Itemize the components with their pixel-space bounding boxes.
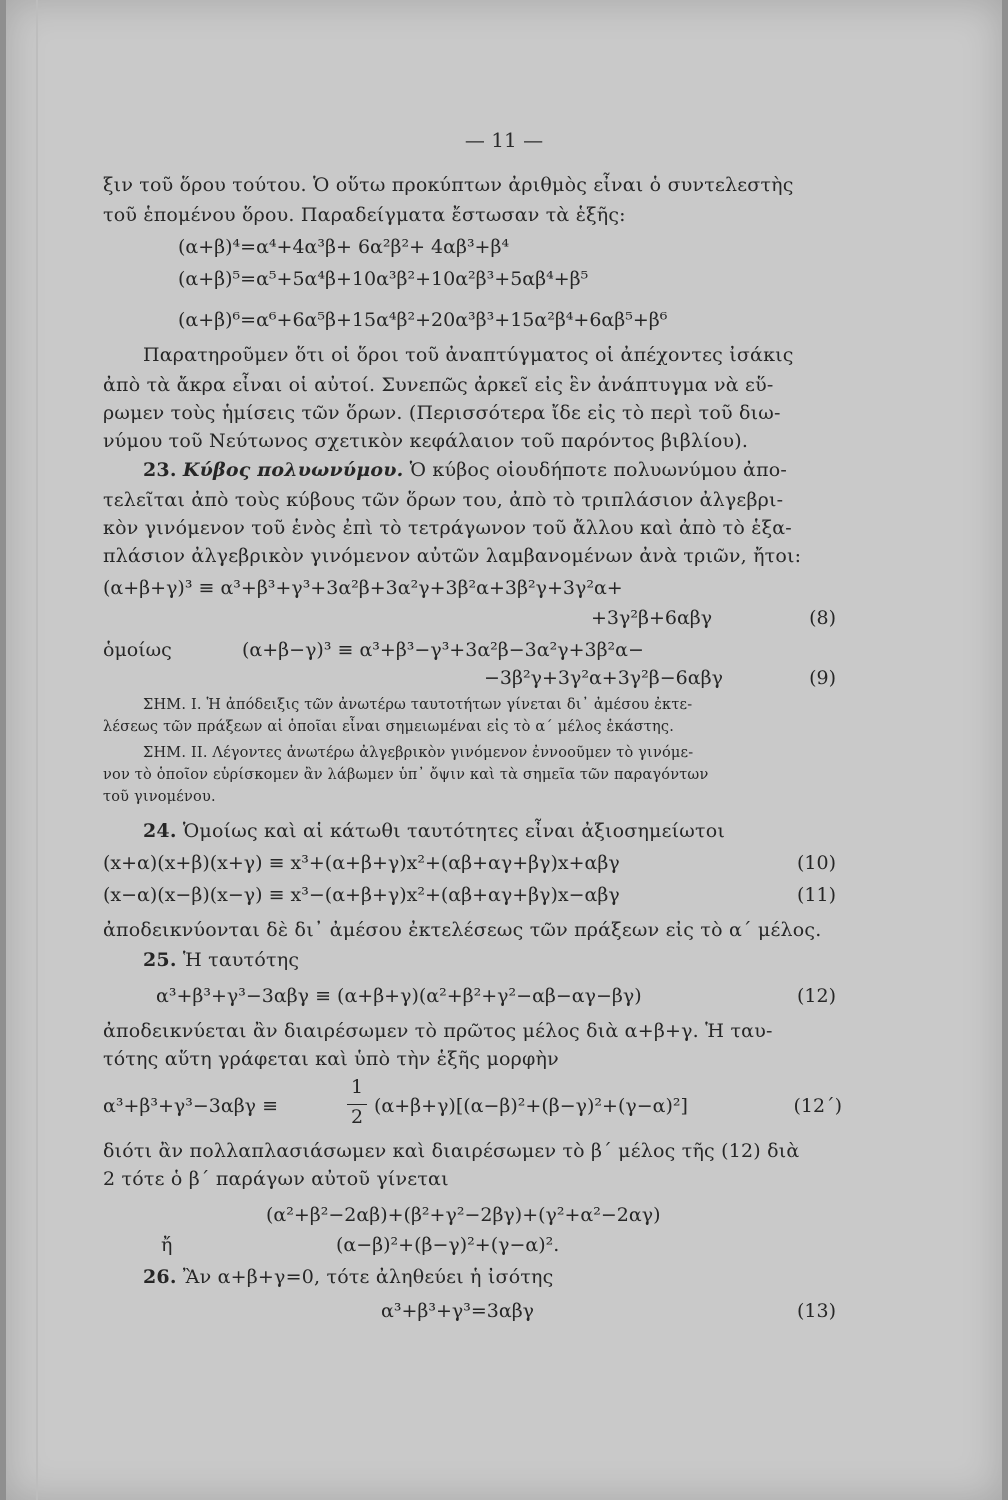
section-24-heading bbox=[143, 816, 889, 846]
equation: (α+β−γ)³ ≡ α³+β³−γ³+3α²β−3α²γ+3β²α− bbox=[242, 639, 644, 661]
equation-label: (9) bbox=[809, 667, 836, 689]
text-line: διότι ἂν πολλαπλασιάσωμεν καὶ διαιρέσωμεν τὸ β΄ μέλος τῆς (12) διὰ bbox=[103, 1140, 800, 1162]
section-text: Ἡ ταυτότης bbox=[176, 949, 300, 971]
text-line: κὸν γινόμενον τοῦ ἑνὸς ἐπὶ τὸ τετράγωνον τοῦ ἄλλου καὶ ἀπὸ τὸ ἑξα- bbox=[103, 517, 792, 539]
text-line: ἀπὸ τὰ ἄκρα εἶναι οἱ αὐτοί. Συνεπῶς ἀρκεῖ εἰς ἓν ἀνάπτυγμα νὰ εὕ- bbox=[103, 374, 774, 396]
equation-label: (12΄) bbox=[793, 1095, 842, 1117]
equation: (x+α)(x+β)(x+γ) ≡ x³+(α+β+γ)x²+(αβ+αγ+βγ)x+αβγ bbox=[103, 852, 620, 874]
section-23-heading bbox=[143, 455, 889, 485]
section-number: 26. bbox=[143, 1266, 177, 1288]
section-text: Ὁμοίως καὶ αἱ κάτωθι ταυτότητες εἶναι ἀξιοσημείωτοι bbox=[176, 820, 725, 842]
text-line: Παρατηροῦμεν ὅτι οἱ ὅροι τοῦ ἀναπτύγματος οἱ ἀπέχοντες ἰσάκις bbox=[143, 344, 794, 366]
equation-label: (13) bbox=[796, 1300, 836, 1322]
page-fold bbox=[36, 0, 38, 1500]
equation: −3β²γ+3γ²α+3γ²β−6αβγ bbox=[484, 667, 723, 689]
note-line: ΣΗΜ. I. Ἡ ἀπόδειξις τῶν ἀνωτέρω ταυτοτήτων γίνεται δι᾽ ἀμέσου ἐκτε- bbox=[143, 697, 693, 713]
note-line: τοῦ γινομένου. bbox=[103, 789, 216, 805]
equation: (x−α)(x−β)(x−γ) ≡ x³−(α+β+γ)x²+(αβ+αγ+βγ)x−αβγ bbox=[103, 884, 620, 906]
text-line: τοῦ ἑπομένου ὅρου. Παραδείγματα ἔστωσαν τὰ ἑξῆς: bbox=[103, 204, 626, 226]
equation: (α+β+γ)³ ≡ α³+β³+γ³+3α²β+3α²γ+3β²α+3β²γ+3γ²α+ bbox=[103, 577, 623, 599]
text-line: ρωμεν τοὺς ἡμίσεις τῶν ὅρων. (Περισσότερα ἴδε εἰς τὸ περὶ τοῦ διω- bbox=[103, 402, 781, 424]
note-line: ΣΗΜ. II. Λέγοντες ἀνωτέρω ἀλγεβρικὸν γινόμενον ἐννοοῦμεν τὸ γινόμε- bbox=[143, 745, 694, 761]
section-number: 25. bbox=[143, 949, 177, 971]
note-line: λέσεως τῶν πράξεων αἱ ὁποῖαι εἶναι σημειωμέναι εἰς τὸ α΄ μέλος ἑκάστης. bbox=[103, 719, 675, 735]
book-page bbox=[6, 0, 1002, 1500]
section-number: 23. bbox=[143, 459, 177, 481]
section-25-heading bbox=[143, 945, 889, 975]
section-26-heading bbox=[143, 1262, 889, 1292]
equation: (α+β)⁶=α⁶+6α⁵β+15α⁴β²+20α³β³+15α²β⁴+6αβ⁵+β⁶ bbox=[178, 309, 668, 331]
equation-label: (12) bbox=[796, 985, 836, 1007]
note-line: νον τὸ ὁποῖον εὑρίσκομεν ἂν λάβωμεν ὑπ᾽ ὄψιν καὶ τὰ σημεῖα τῶν παραγόντων bbox=[103, 767, 709, 783]
fraction-numerator: 1 bbox=[350, 1076, 364, 1098]
text-line: ξιν τοῦ ὅρου τούτου. Ὁ οὕτω προκύπτων ἀριθμὸς εἶναι ὁ συντελεστὴς bbox=[103, 174, 794, 196]
section-title: Κύβος πολυωνύμου. bbox=[182, 459, 404, 481]
equation: α³+β³+γ³=3αβγ bbox=[381, 1300, 535, 1322]
equation: (α+β)⁴=α⁴+4α³β+ 6α²β²+ 4αβ³+β⁴ bbox=[178, 236, 510, 258]
equation: (α+β+γ)[(α−β)²+(β−γ)²+(γ−α)²] bbox=[374, 1095, 688, 1117]
page-number: — 11 — bbox=[464, 128, 544, 152]
text-line: τότης αὕτη γράφεται καὶ ὑπὸ τὴν ἑξῆς μορφὴν bbox=[103, 1048, 559, 1070]
text-line: πλάσιον ἀλγεβρικὸν γινόμενον αὐτῶν λαμβανομένων ἀνὰ τριῶν, ἤτοι: bbox=[103, 545, 802, 567]
equation-label: (11) bbox=[796, 884, 836, 906]
equation-label: (10) bbox=[796, 852, 836, 874]
section-text: Ὁ κύβος οἱουδήποτε πολυωνύμου ἀπο- bbox=[403, 459, 788, 481]
equation: α³+β³+γ³−3αβγ ≡ bbox=[103, 1095, 278, 1117]
equation: (α²+β²−2αβ)+(β²+γ²−2βγ)+(γ²+α²−2αγ) bbox=[266, 1204, 661, 1226]
fraction-denominator: 2 bbox=[350, 1106, 364, 1128]
section-number: 24. bbox=[143, 820, 177, 842]
text-line: ἀποδεικνύεται ἂν διαιρέσωμεν τὸ πρῶτος μέλος διὰ α+β+γ. Ἡ ταυ- bbox=[103, 1020, 773, 1042]
equation-label: (8) bbox=[809, 607, 836, 629]
text-line: τελεῖται ἀπὸ τοὺς κύβους τῶν ὅρων του, ἀπὸ τὸ τριπλάσιον ἀλγεβρι- bbox=[103, 489, 784, 511]
text-line: ἤ bbox=[161, 1234, 173, 1256]
text-line: ὁμοίως bbox=[103, 639, 172, 661]
text-line: 2 τότε ὁ β΄ παράγων αὐτοῦ γίνεται bbox=[103, 1168, 449, 1190]
fraction-bar bbox=[347, 1104, 367, 1105]
equation: +3γ²β+6αβγ bbox=[591, 607, 713, 629]
equation: (α+β)⁵=α⁵+5α⁴β+10α³β²+10α²β³+5αβ⁴+β⁵ bbox=[178, 268, 589, 290]
section-text: Ἂν α+β+γ=0, τότε ἀληθεύει ἡ ἰσότης bbox=[176, 1266, 554, 1288]
equation: α³+β³+γ³−3αβγ ≡ (α+β+γ)(α²+β²+γ²−αβ−αγ−βγ) bbox=[156, 985, 642, 1007]
equation: (α−β)²+(β−γ)²+(γ−α)². bbox=[336, 1234, 560, 1256]
text-line: ἀποδεικνύονται δὲ δι᾽ ἀμέσου ἐκτελέσεως τῶν πράξεων εἰς τὸ α΄ μέλος. bbox=[103, 919, 822, 941]
text-line: νύμου τοῦ Νεύτωνος σχετικὸν κεφάλαιον τοῦ παρόντος βιβλίου). bbox=[103, 430, 749, 452]
